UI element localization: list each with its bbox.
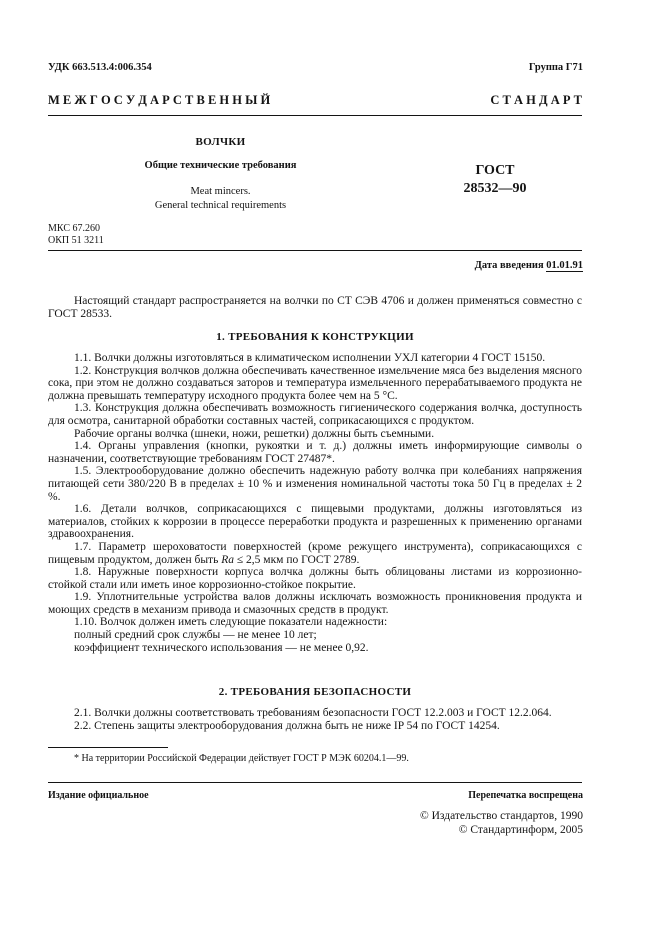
clause-1-3-continuation: Рабочие органы волчка (шнеки, ножи, решетки) должны быть съемными.: [74, 427, 435, 440]
banner-word-standard: С Т А Н Д А Р Т: [490, 93, 582, 107]
document-subtitle: Общие технические требования: [144, 160, 297, 171]
clause-1-5: 1.5. Электрооборудование должно обеспечить надежную работу волчка при колебаниях напряжения питающей сети 380/220 В в пределах ± 10 % и изменения номинальной частоты тока 50 Гц в пределах ± 2 %.: [48, 465, 582, 503]
intro-paragraph: [48, 295, 582, 320]
section-2-heading: 2. ТРЕБОВАНИЯ БЕЗОПАСНОСТИ: [218, 686, 412, 698]
mks-code: МКС 67.260: [48, 223, 100, 234]
roughness-symbol: Ra: [221, 553, 234, 566]
banner-word-interstate: М Е Ж Г О С У Д А Р С Т В Е Н Н Ы Й: [48, 93, 271, 107]
english-title-line2: General technical requirements: [154, 200, 287, 211]
clause-1-3: 1.3. Конструкция должна обеспечивать возможность гигиенического содержания волчка, доступность для осмотра, санитарной обработки составных частей, соприкасающихся с продуктом.: [48, 402, 582, 427]
footnote-rule: [48, 747, 168, 748]
intro-text: Настоящий стандарт распространяется на волчки по СТ СЭВ 4706 и должен применяться совместно с ГОСТ 28533.: [48, 295, 582, 320]
header-rule: [48, 115, 582, 116]
clause-2-2: 2.2. Степень защиты электрооборудования должна быть не ниже IP 54 по ГОСТ 14254.: [74, 719, 500, 732]
introduction-date: [475, 260, 583, 271]
date-value: 01.01.91: [546, 260, 583, 271]
clause-1-10: 1.10. Волчок должен иметь следующие показатели надежности:: [74, 616, 388, 629]
clause-1-9: 1.9. Уплотнительные устройства валов должны исключать возможность проникновения продукта и моющих средств в механизм привода и смазочных средств в продукт.: [48, 591, 582, 616]
english-title-line1: Meat mincers.: [190, 186, 251, 197]
clause-2-1: 2.1. Волчки должны соответствовать требованиям безопасности ГОСТ 12.2.003 и ГОСТ 12.2.064.: [74, 707, 552, 719]
clause-1-7-start: 1.7. Параметр шероховатости поверхностей (кроме режущего инструмента), соприкасающихся с пищевым продуктом, должен быть: [48, 540, 582, 566]
copyright-standards-publisher: © Издательство стандартов, 1990: [419, 810, 583, 822]
clause-1-1: 1.1. Волчки должны изготовляться в климатическом исполнении УХЛ категории 4 ГОСТ 15150.: [74, 352, 546, 364]
section-2-body: [48, 707, 582, 732]
section-1-heading: 1. ТРЕБОВАНИЯ К КОНСТРУКЦИИ: [216, 331, 414, 343]
footer-rule: [48, 782, 582, 783]
reprint-prohibited-label: Перепечатка воспрещена: [468, 790, 583, 801]
okp-code: ОКП 51 3211: [48, 235, 104, 246]
clause-1-2: 1.2. Конструкция волчков должна обеспечивать качественное измельчение мяса без выделения мясного сока, при этом не должно создаваться заторов и температура измельченного перерабатываемого продукта не должна превышать температуру исходного продукта более чем на 5 °С.: [48, 364, 582, 402]
reliability-usage-coefficient: коэффициент технического использования — не менее 0,92.: [74, 641, 369, 654]
date-label: Дата введения: [474, 260, 544, 271]
copyright-standartinform: © Стандартинформ, 2005: [458, 824, 583, 836]
footnote: * На территории Российской Федерации действует ГОСТ Р МЭК 60204.1—99.: [74, 753, 409, 764]
clause-1-4: 1.4. Органы управления (кнопки, рукоятки и т. д.) должны иметь информирующие символы о назначении, соответствующие требованиям ГОСТ 27487*.: [48, 440, 582, 465]
clause-1-7-end: ≤ 2,5 мкм по ГОСТ 2789.: [234, 553, 360, 566]
clause-1-7: [48, 541, 582, 566]
udk-code: УДК 663.513.4:006.354: [48, 62, 152, 73]
reliability-service-life: полный средний срок службы — не менее 10 лет;: [74, 629, 317, 642]
standard-type-banner: [48, 93, 582, 108]
official-edition-label: Издание официальное: [48, 790, 149, 801]
section-1-body: [48, 352, 582, 654]
gost-label: ГОСТ: [475, 163, 515, 178]
clause-1-8: 1.8. Наружные поверхности корпуса волчка должны быть облицованы листами из коррозионно-стойкой стали или иметь иное коррозионно-стойкое покрытие.: [48, 566, 582, 591]
group-code: Группа Г71: [528, 62, 583, 73]
document-title: ВОЛЧКИ: [195, 136, 246, 148]
gost-number: 28532—90: [463, 181, 527, 196]
clause-1-6: 1.6. Детали волчков, соприкасающихся с пищевыми продуктами, должны изготовляться из материалов, стойких к коррозии в процессе переработки продукта и разрешенных к применению органами здравоохранения.: [48, 503, 582, 541]
classification-codes: [48, 223, 104, 247]
title-rule: [48, 250, 582, 251]
